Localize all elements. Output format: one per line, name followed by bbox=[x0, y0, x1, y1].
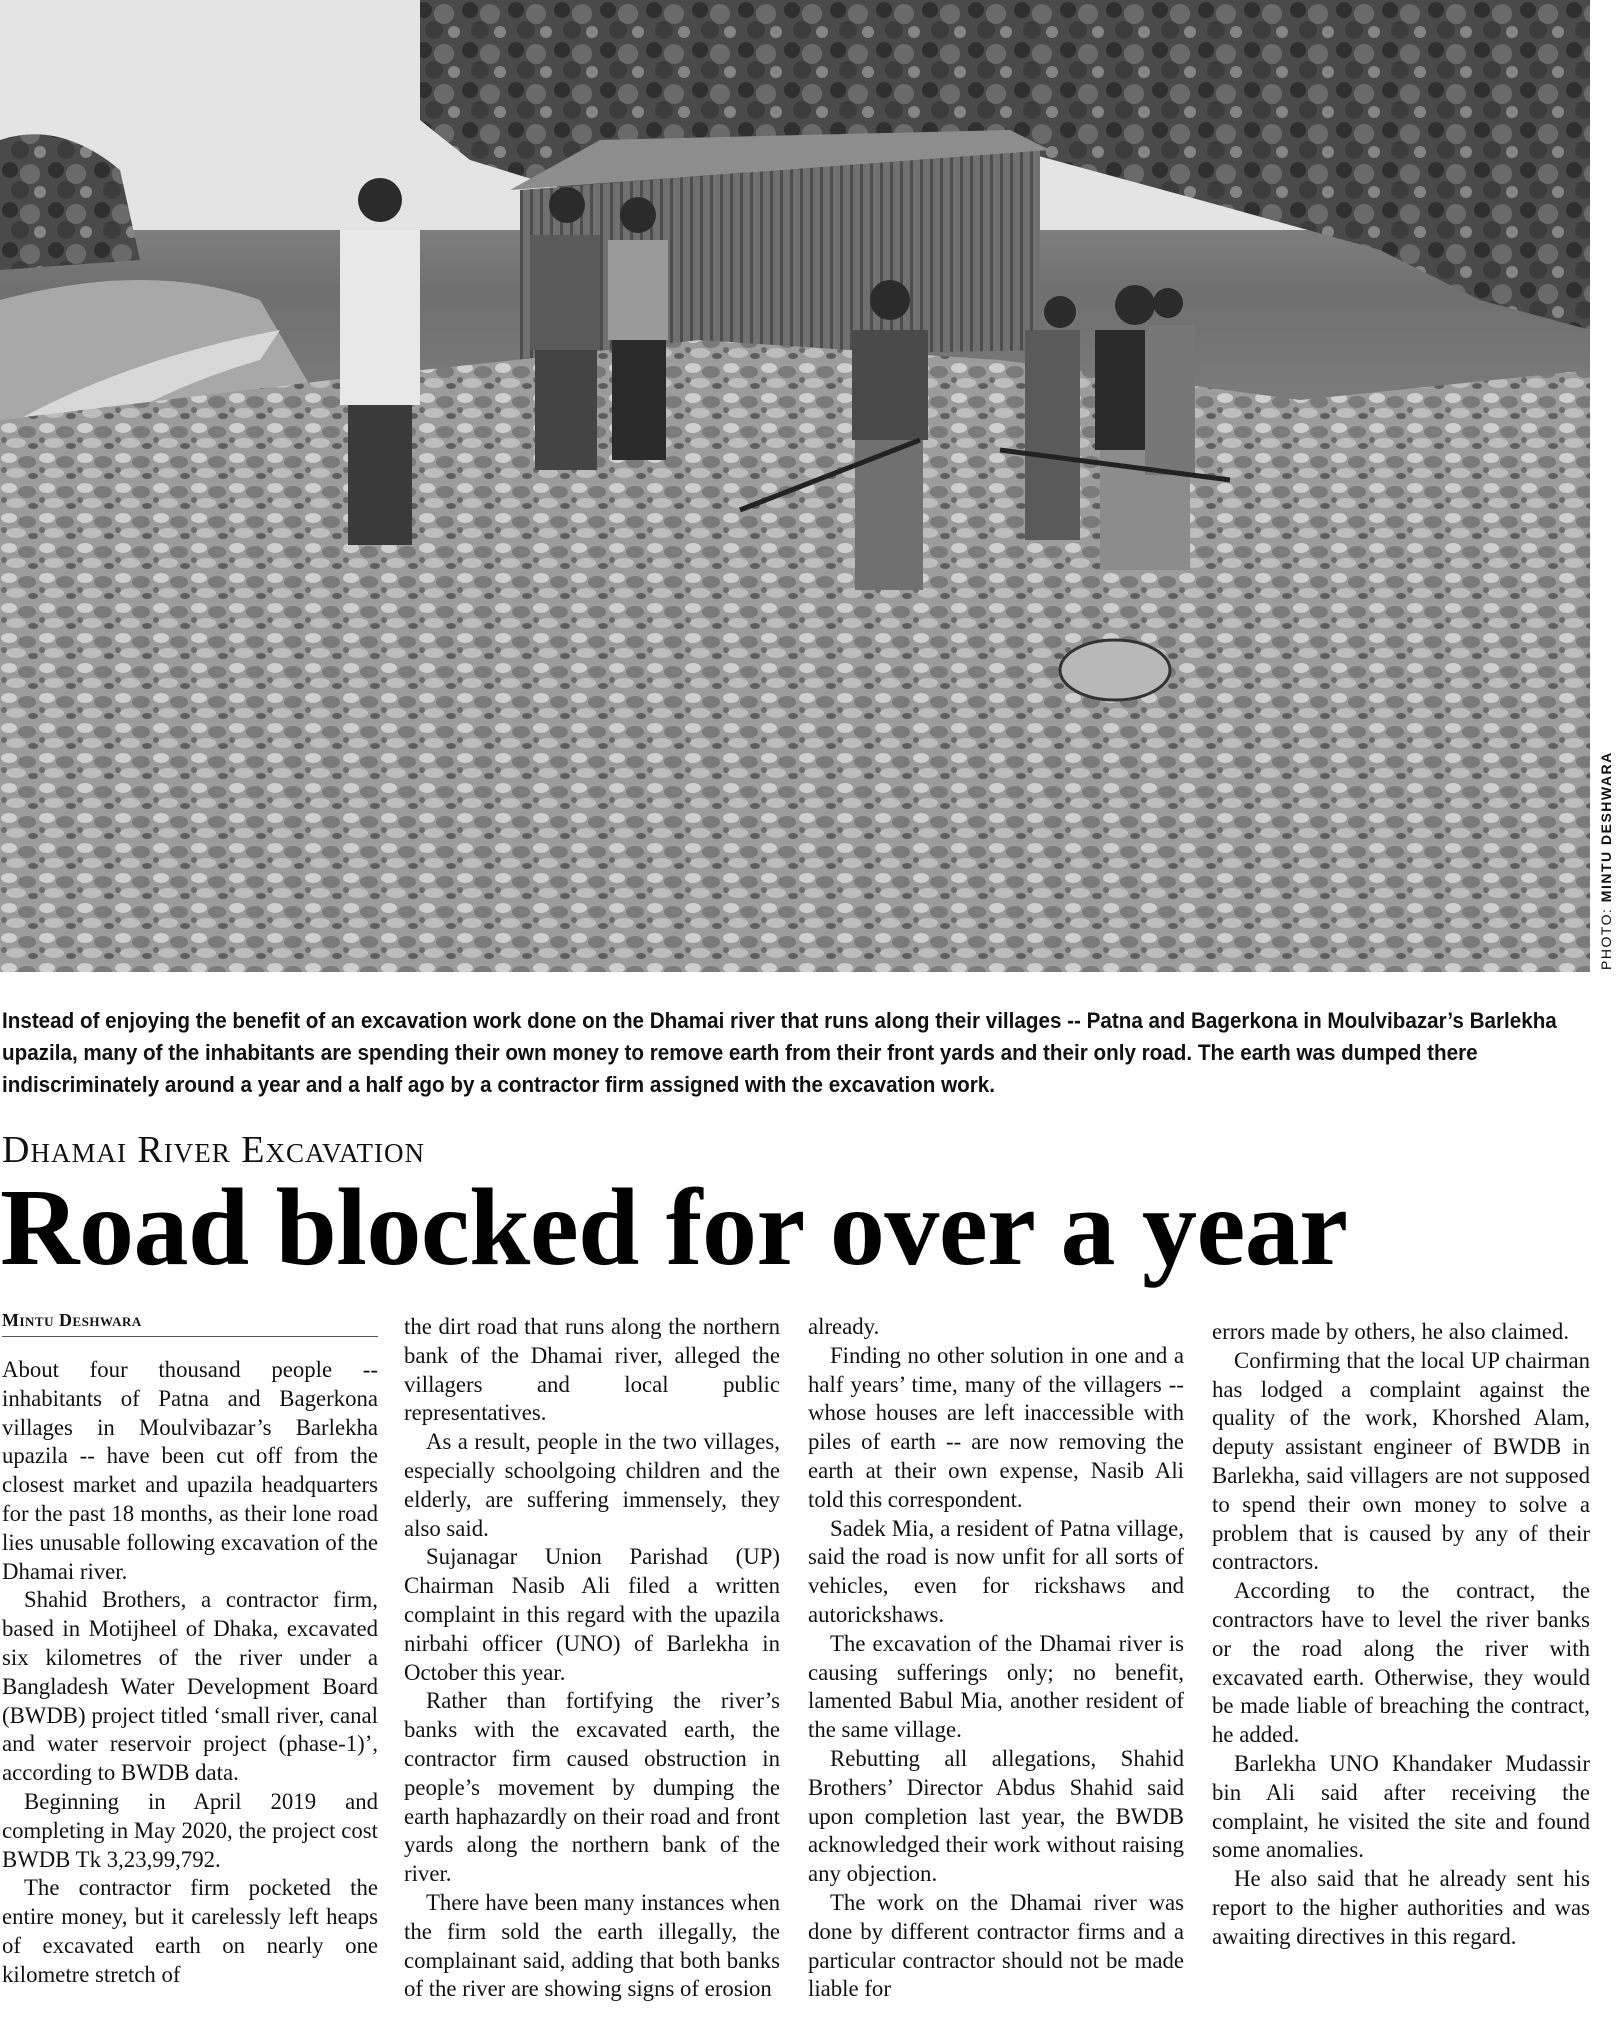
paragraph: As a result, people in the two villages, especially schoolgoing children and the elderly, are suffering immensely, they also said. bbox=[404, 1429, 780, 1541]
paragraph: Sujanagar Union Parishad (UP) Chairman Nasib Ali filed a written complaint in this regard with the upazila nirbahi officer (UNO) of Barlekha in October this year. bbox=[404, 1544, 780, 1685]
photo-credit-label: PHOTO: bbox=[1598, 907, 1614, 970]
paragraph: The contractor firm pocketed the entire money, but it carelessly left heaps of excavated earth on nearly one kilometre stretch of bbox=[2, 1875, 378, 1987]
section-kicker: Dhamai River Excavation bbox=[2, 1129, 426, 1171]
paragraph: Shahid Brothers, a contractor firm, based in Motijheel of Dhaka, excavated six kilometres of the river under a Bangladesh Water Development Board (BWDB) project titled ‘small river, canal and water reservoir project (phase-1)’, according to BWDB data. bbox=[2, 1587, 378, 1786]
paragraph: the dirt road that runs along the northern bank of the Dhamai river, alleged the villagers and local public representatives. bbox=[404, 1314, 780, 1426]
article-column-2 bbox=[404, 1313, 780, 2004]
paragraph: The excavation of the Dhamai river is causing sufferings only; no benefit, lamented Babul Mia, another resident of the same village. bbox=[808, 1630, 1184, 1743]
paragraph: Rather than fortifying the river’s banks with the excavated earth, the contractor firm caused obstruction in people’s movement by dumping the earth haphazardly on their road and front yards along the northern bank of the river. bbox=[404, 1688, 780, 1887]
paragraph: There have been many instances when the firm sold the earth illegally, the complainant said, adding that both banks of the river are showing signs of erosion bbox=[404, 1889, 780, 2002]
paragraph: According to the contract, the contractors have to level the river banks or the road along the river with excavated earth. Otherwise, they would be made liable of breaching the contract, he added. bbox=[1212, 1578, 1590, 1748]
photo-illustration bbox=[0, 0, 1590, 972]
paragraph: Finding no other solution in one and a half years’ time, many of the villagers -- whose houses are left inaccessible with piles of earth -- are now removing the earth at their own expense, Nasib Ali told this correspondent. bbox=[808, 1342, 1184, 1512]
headline: Road blocked for over a year bbox=[0, 1166, 1348, 1288]
paragraph: Sadek Mia, a resident of Patna village, said the road is now unfit for all sorts of vehicles, even for rickshaws and autorickshaws. bbox=[808, 1515, 1184, 1627]
article-column-1 bbox=[2, 1356, 378, 1990]
photo-credit bbox=[1598, 710, 1614, 970]
paragraph: About four thousand people -- inhabitants of Patna and Bagerkona villages in Moulvibazar’s Barlekha upazila -- have been cut off from the closest market and upazila headquarters for the past 18 months, as their lone road lies unusable following excavation of the Dhamai river. bbox=[2, 1357, 378, 1584]
byline-rule bbox=[2, 1336, 378, 1337]
article-column-4 bbox=[1212, 1318, 1590, 1952]
byline: Mintu Deshwara bbox=[2, 1310, 142, 1330]
paragraph: Confirming that the local UP chairman has lodged a complaint against the quality of the work, Khorshed Alam, deputy assistant engineer of BWDB in Barlekha, said villagers are not supposed to spend their own money to solve a problem that is caused by any of their contractors. bbox=[1212, 1347, 1590, 1575]
paragraph: already. bbox=[808, 1314, 880, 1339]
paragraph: errors made by others, he also claimed. bbox=[1212, 1319, 1570, 1344]
paragraph: Rebutting all allegations, Shahid Brothers’ Director Abdus Shahid said upon completion last year, the BWDB acknowledged their work without raising any objection. bbox=[808, 1745, 1184, 1887]
photo-caption: Instead of enjoying the benefit of an excavation work done on the Dhamai river that runs along their villages -- Patna and Bagerkona in Moulvibazar’s Barlekha upazila, many of the inhabitants are spending their own money to remove earth from their front yards and their only road. The earth was dumped there indiscriminately around a year and a half ago by a contractor firm assigned with the excavation work. bbox=[2, 1008, 1557, 1097]
paragraph: Beginning in April 2019 and completing in May 2020, the project cost BWDB Tk 3,23,99,792. bbox=[2, 1788, 378, 1872]
paragraph: Barlekha UNO Khandaker Mudassir bin Ali said after receiving the complaint, he visited the site and found some anomalies. bbox=[1212, 1750, 1590, 1863]
article-column-3 bbox=[808, 1313, 1184, 2004]
news-photo bbox=[0, 0, 1590, 972]
paragraph: He also said that he already sent his report to the higher authorities and was awaiting directives in this regard. bbox=[1212, 1866, 1590, 1949]
paragraph: The work on the Dhamai river was done by different contractor firms and a particular contractor should not be made liable for bbox=[808, 1889, 1184, 2002]
photo-credit-name: MINTU DESHWARA bbox=[1598, 751, 1614, 903]
